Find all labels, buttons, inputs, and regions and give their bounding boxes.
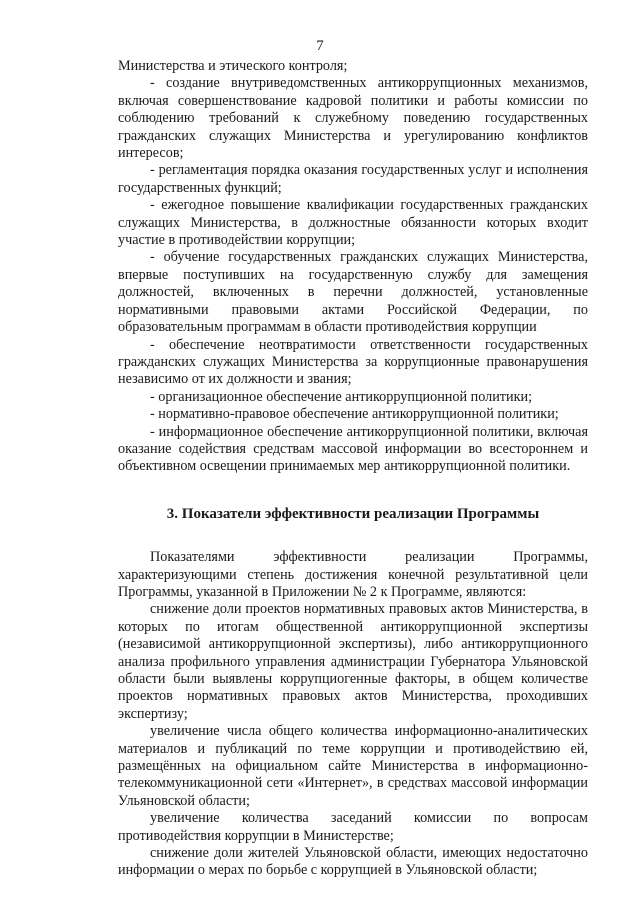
list-item: - информационное обеспечение антикоррупционной политики, включая оказание содействия средствам массовой информации во всестороннем и объективном освещении принимаемых мер антикоррупционной политики. — [118, 423, 588, 475]
list-item: - организационное обеспечение антикоррупционной политики; — [150, 388, 533, 405]
list-item: увеличение числа общего количества информационно-аналитических материалов и публикаций по теме коррупции и противодействию ей, размещённых на официальном сайте Министерства в информационно-телекоммуникационной сети «Интернет», в средствах массовой информации Ульяновской области; — [118, 723, 588, 809]
document-body — [118, 58, 588, 880]
list-item: - ежегодное повышение квалификации государственных гражданских служащих Министерства, в должностные обязанности которых входит участие в противодействии коррупции; — [118, 197, 588, 249]
list-item: снижение доли проектов нормативных правовых актов Министерства, в которых по итогам общественной антикоррупционной экспертизы (независимой антикоррупционной экспертизы), либо антикоррупционного анализа профильного управления администрации Губернатора Ульяновской области были выявлены коррупциогенные факторы, в общем количестве проектов нормативных правовых актов Министерства, проходивших экспертизу; — [118, 601, 588, 722]
list-item: увеличение количества заседаний комиссии по вопросам противодействия коррупции в Министерстве; — [118, 810, 588, 844]
section-heading: 3. Показатели эффективности реализации Программы — [166, 505, 540, 522]
list-item: - обучение государственных гражданских служащих Министерства, впервые поступивших на государственную службу для замещения должностей, включенных в перечни должностей, установленные нормативными правовыми актами Российской Федерации, по образовательным программам в области противодействия коррупции — [118, 249, 588, 336]
list-item: - регламентация порядка оказания государственных услуг и исполнения государственных функций; — [118, 162, 588, 196]
page-number: 7 — [316, 38, 324, 54]
list-item: - нормативно-правовое обеспечение антикоррупционной политики; — [150, 406, 559, 423]
list-item: - обеспечение неотвратимости ответственности государственных гражданских служащих Министерства за коррупционные правонарушения независимо от их должности и звания; — [118, 336, 588, 388]
section-body — [118, 549, 588, 880]
list-item: снижение доли жителей Ульяновской области, имеющих недостаточно информации о мерах по борьбе с коррупцией в Ульяновской области; — [118, 845, 588, 879]
paragraph: Показателями эффективности реализации Программы, характеризующими степень достижения конечной результативной цели Программы, указанной в Приложении № 2 к Программе, являются: — [118, 549, 588, 600]
paragraph: Министерства и этического контроля; — [118, 58, 348, 74]
list-item: - создание внутриведомственных антикоррупционных механизмов, включая совершенствование кадровой политики и работы комиссии по соблюдению требований к служебному поведению государственных гражданских служащих Министерства и урегулированию конфликтов интересов; — [118, 75, 588, 162]
